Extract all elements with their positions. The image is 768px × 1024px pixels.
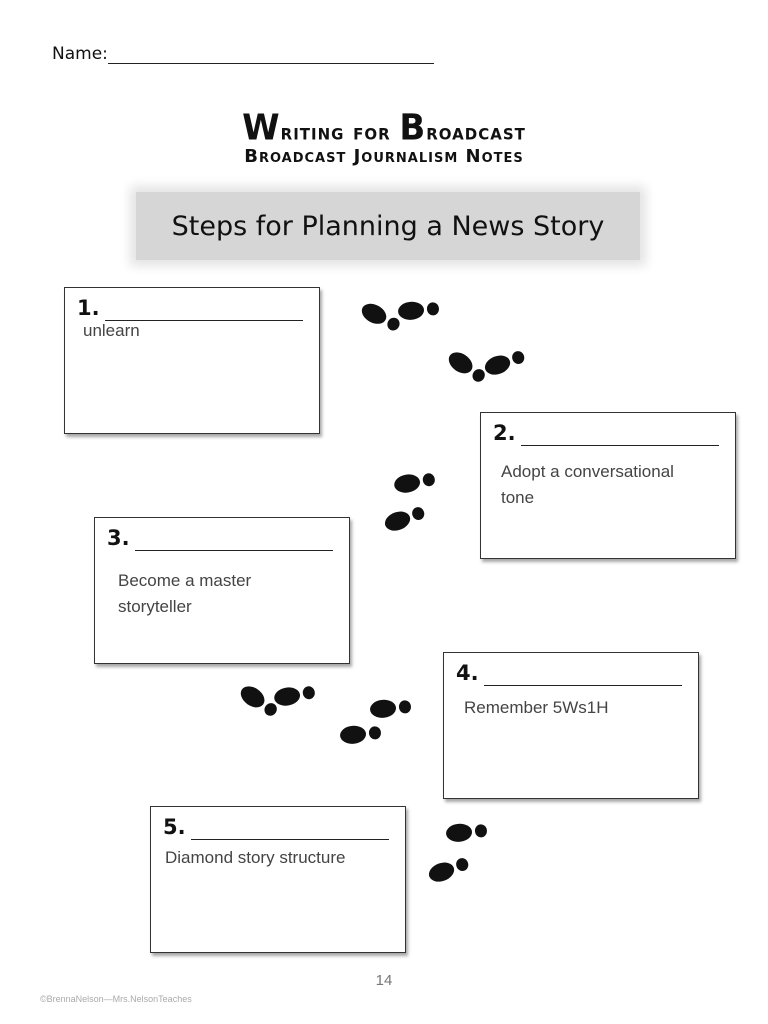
- step-box-1: [64, 287, 320, 434]
- page-title: [0, 107, 768, 149]
- footprint-icon: [378, 460, 458, 540]
- step-note: Remember 5Ws1H: [464, 698, 609, 717]
- step-box-4: [443, 652, 699, 799]
- copyright-footer: ©BrennaNelson—Mrs.NelsonTeaches: [40, 994, 192, 1004]
- page-number: 14: [375, 972, 393, 989]
- step-number: 4.: [456, 661, 479, 685]
- step-note: unlearn: [83, 321, 140, 340]
- step-box-2: [480, 412, 736, 559]
- footprint-icon: [232, 678, 327, 728]
- name-line[interactable]: [108, 63, 434, 64]
- step-note: Adopt a conversational tone: [501, 462, 674, 507]
- footprint-icon: [350, 292, 450, 347]
- section-banner: Steps for Planning a News Story: [136, 192, 640, 260]
- step-line: [135, 550, 333, 551]
- step-note: Diamond story structure: [165, 848, 346, 867]
- step-line: [521, 445, 719, 446]
- footprint-icon: [440, 340, 535, 395]
- page-subtitle: Broadcast Journalism Notes: [244, 146, 524, 167]
- step-number: 5.: [163, 815, 186, 839]
- step-note: Become a master storyteller: [118, 571, 252, 616]
- step-line: [484, 685, 682, 686]
- title-initial-b: B: [399, 107, 427, 149]
- title-part-2: roadcast: [426, 119, 526, 146]
- footprint-icon: [424, 815, 504, 890]
- step-box-3: [94, 517, 350, 664]
- step-number: 2.: [493, 421, 516, 445]
- title-initial-w: W: [242, 107, 281, 149]
- step-number: 1.: [77, 296, 100, 320]
- footprint-icon: [328, 692, 423, 752]
- step-box-5: [150, 806, 406, 953]
- step-line: [191, 839, 389, 840]
- title-part-1: riting for: [280, 119, 400, 146]
- step-number: 3.: [107, 526, 130, 550]
- name-label: Name:: [52, 44, 108, 64]
